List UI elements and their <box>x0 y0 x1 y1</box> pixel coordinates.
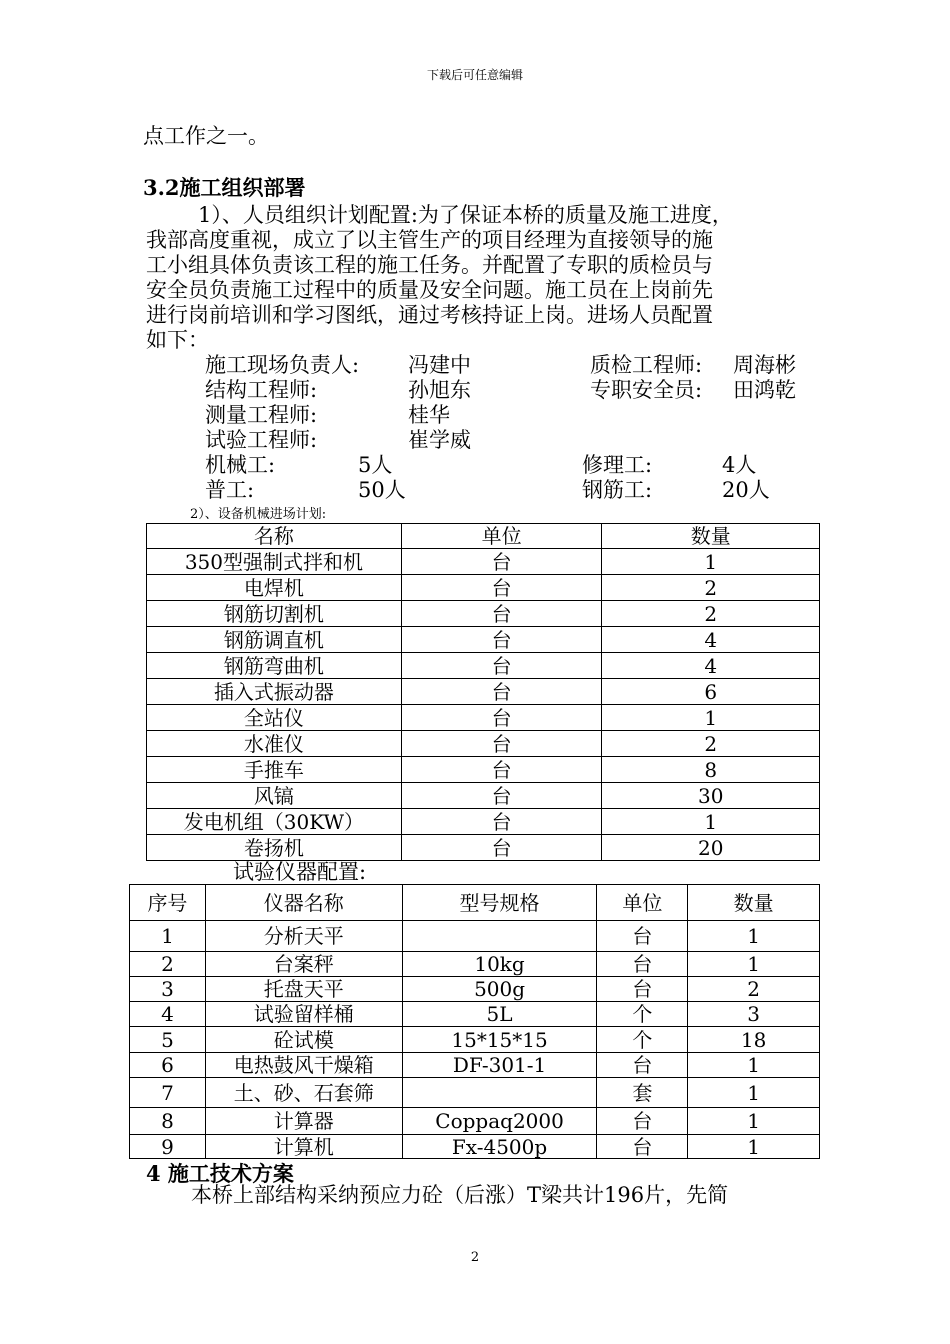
table-cell: 1 <box>688 1078 820 1108</box>
table-row <box>147 627 820 653</box>
table-row <box>130 952 820 977</box>
table-cell: 电热鼓风干燥箱 <box>205 1053 402 1078</box>
page-number: 2 <box>470 1250 480 1265</box>
table-cell: 1 <box>688 1135 820 1159</box>
table-row <box>147 783 820 809</box>
table-cell: 试验留样桶 <box>205 1002 402 1027</box>
table-cell: 4 <box>130 1002 206 1027</box>
staff-name: 田鸿乾 <box>733 378 796 402</box>
table-cell: 5 <box>130 1027 206 1053</box>
worker-role: 修理工: <box>582 453 653 477</box>
table-header-cell: 型号规格 <box>402 885 597 921</box>
table-cell: 18 <box>688 1027 820 1053</box>
paragraph-line: 我部高度重视，成立了以主管生产的项目经理为直接领导的施 <box>146 228 713 252</box>
table-row <box>147 731 820 757</box>
table-row <box>130 977 820 1002</box>
table-cell: 钢筋弯曲机 <box>147 653 402 679</box>
table-cell <box>402 1078 597 1108</box>
table-cell: 台 <box>401 835 602 861</box>
staff-role: 质检工程师: <box>590 353 703 377</box>
table-cell: 1 <box>130 921 206 952</box>
table-cell: 2 <box>688 977 820 1002</box>
table-cell: 台案秤 <box>205 952 402 977</box>
table-cell: 2 <box>602 601 820 627</box>
worker-count: 4人 <box>722 453 757 477</box>
table-cell: 风镐 <box>147 783 402 809</box>
instrument-caption: 试验仪器配置: <box>233 860 367 884</box>
table-row <box>130 1027 820 1053</box>
table-row <box>147 653 820 679</box>
table-cell: 20 <box>602 835 820 861</box>
table-row <box>130 1108 820 1135</box>
table-cell: 台 <box>597 1108 688 1135</box>
table-cell: 台 <box>401 679 602 705</box>
worker-count: 20人 <box>722 478 770 502</box>
table-row <box>147 679 820 705</box>
table-cell: 手推车 <box>147 757 402 783</box>
table-cell: 1 <box>688 921 820 952</box>
paragraph-line: 1）、人员组织计划配置:为了保证本桥的质量及施工进度， <box>198 203 733 227</box>
table-cell: 卷扬机 <box>147 835 402 861</box>
table-cell: 2 <box>602 731 820 757</box>
table-row <box>147 835 820 861</box>
equipment-table <box>146 523 820 861</box>
staff-name: 崔学威 <box>408 428 471 452</box>
section-heading-4: 4 施工技术方案 <box>146 1161 294 1186</box>
paragraph-line: 安全员负责施工过程中的质量及安全问题。施工员在上岗前先 <box>146 278 713 302</box>
table-row <box>147 705 820 731</box>
table-cell: 台 <box>401 653 602 679</box>
table-cell: 1 <box>602 705 820 731</box>
table-row <box>147 575 820 601</box>
staff-role: 结构工程师: <box>205 378 318 402</box>
table-cell: 3 <box>130 977 206 1002</box>
table-cell: 8 <box>130 1108 206 1135</box>
table-row <box>130 1053 820 1078</box>
table-cell: 6 <box>602 679 820 705</box>
table-cell: 台 <box>401 783 602 809</box>
table-cell: 土、砂、石套筛 <box>205 1078 402 1108</box>
table-header-cell: 单位 <box>401 524 602 549</box>
table-cell: 4 <box>602 653 820 679</box>
table-cell: 6 <box>130 1053 206 1078</box>
table-cell: 台 <box>597 1053 688 1078</box>
table-cell: Fx-4500p <box>402 1135 597 1159</box>
table-cell: 钢筋切割机 <box>147 601 402 627</box>
table-cell: 30 <box>602 783 820 809</box>
table-cell: 1 <box>688 1108 820 1135</box>
paragraph-line: 如下： <box>146 328 209 352</box>
instrument-table <box>129 884 820 1159</box>
table-header-cell: 仪器名称 <box>205 885 402 921</box>
table-cell: 分析天平 <box>205 921 402 952</box>
worker-count: 5人 <box>358 453 393 477</box>
table-cell: 15*15*15 <box>402 1027 597 1053</box>
worker-role: 机械工: <box>205 453 276 477</box>
table-cell: Coppaq2000 <box>402 1108 597 1135</box>
table-cell: 计算机 <box>205 1135 402 1159</box>
table-cell: 托盘天平 <box>205 977 402 1002</box>
table-header-row <box>147 524 820 549</box>
intro-line: 点工作之一。 <box>143 124 269 148</box>
table-cell <box>402 921 597 952</box>
table-header-cell: 名称 <box>147 524 402 549</box>
table-cell: 1 <box>688 1053 820 1078</box>
table-cell: 7 <box>130 1078 206 1108</box>
table-cell: 台 <box>401 549 602 575</box>
staff-name: 孙旭东 <box>408 378 471 402</box>
table-cell: 电焊机 <box>147 575 402 601</box>
table-row <box>147 809 820 835</box>
table-header-cell: 序号 <box>130 885 206 921</box>
table-header-cell: 数量 <box>602 524 820 549</box>
staff-name: 桂华 <box>408 403 450 427</box>
worker-count: 50人 <box>358 478 406 502</box>
table-cell: 8 <box>602 757 820 783</box>
table-cell: 1 <box>688 952 820 977</box>
table-cell: 台 <box>401 601 602 627</box>
table-cell: 10kg <box>402 952 597 977</box>
table-cell: 台 <box>401 757 602 783</box>
table-row <box>147 549 820 575</box>
paragraph-line: 进行岗前培训和学习图纸，通过考核持证上岗。进场人员配置 <box>146 303 713 327</box>
table-cell: 台 <box>401 627 602 653</box>
staff-role: 试验工程师: <box>205 428 318 452</box>
worker-role: 普工: <box>205 478 255 502</box>
staff-role: 测量工程师: <box>205 403 318 427</box>
table-row <box>130 1002 820 1027</box>
staff-role: 专职安全员: <box>590 378 703 402</box>
page-header: 下载后可任意编辑 <box>426 68 523 82</box>
table-row <box>130 1078 820 1108</box>
table-cell: 台 <box>401 809 602 835</box>
table-cell: 个 <box>597 1027 688 1053</box>
table-cell: 1 <box>602 549 820 575</box>
staff-name: 周海彬 <box>733 353 796 377</box>
table-cell: 5L <box>402 1002 597 1027</box>
table-cell: DF-301-1 <box>402 1053 597 1078</box>
table-cell: 台 <box>597 952 688 977</box>
table-cell: 4 <box>602 627 820 653</box>
section-heading-3-2: 3.2施工组织部署 <box>143 175 306 200</box>
staff-role: 施工现场负责人: <box>205 353 360 377</box>
table-cell: 350型强制式拌和机 <box>147 549 402 575</box>
table-cell: 钢筋调直机 <box>147 627 402 653</box>
paragraph-line: 工小组具体负责该工程的施工任务。并配置了专职的质检员与 <box>146 253 713 277</box>
table-cell: 台 <box>597 977 688 1002</box>
table-row <box>130 1135 820 1159</box>
table-header-cell: 单位 <box>597 885 688 921</box>
table-cell: 套 <box>597 1078 688 1108</box>
table-cell: 发电机组（30KW） <box>147 809 402 835</box>
table-row <box>147 601 820 627</box>
table-cell: 全站仪 <box>147 705 402 731</box>
table-cell: 台 <box>597 1135 688 1159</box>
table-cell: 台 <box>401 575 602 601</box>
table-cell: 3 <box>688 1002 820 1027</box>
table-cell: 插入式振动器 <box>147 679 402 705</box>
table-header-row <box>130 885 820 921</box>
table-cell: 2 <box>602 575 820 601</box>
table-row <box>147 757 820 783</box>
equipment-caption: 2）、设备机械进场计划: <box>190 507 327 522</box>
table-cell: 9 <box>130 1135 206 1159</box>
table-cell: 台 <box>401 705 602 731</box>
table-cell: 500g <box>402 977 597 1002</box>
table-row <box>130 921 820 952</box>
staff-name: 冯建中 <box>408 353 471 377</box>
table-cell: 个 <box>597 1002 688 1027</box>
table-cell: 1 <box>602 809 820 835</box>
table-cell: 水准仪 <box>147 731 402 757</box>
table-cell: 台 <box>401 731 602 757</box>
table-cell: 计算器 <box>205 1108 402 1135</box>
table-cell: 2 <box>130 952 206 977</box>
section-4-line: 本桥上部结构采纳预应力砼（后涨）T梁共计196片，先简 <box>191 1183 729 1207</box>
table-cell: 砼试模 <box>205 1027 402 1053</box>
worker-role: 钢筋工: <box>582 478 653 502</box>
table-cell: 台 <box>597 921 688 952</box>
table-header-cell: 数量 <box>688 885 820 921</box>
